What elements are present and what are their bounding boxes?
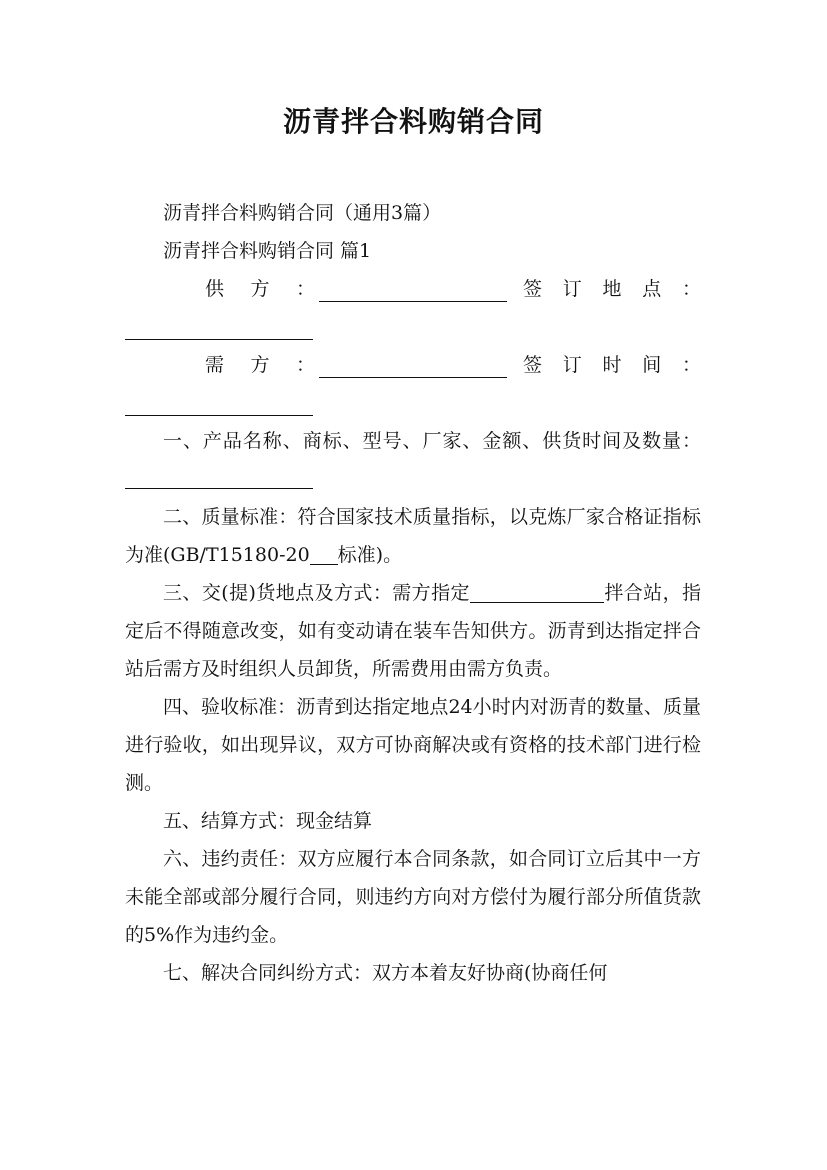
clause-1: 一、产品名称、商标、型号、厂家、金额、供货时间及数量：	[125, 422, 701, 498]
document-title: 沥青拌合料购销合同	[282, 105, 544, 138]
supplier-label: 供 方 ：	[205, 278, 315, 300]
sign-time-label: 签 订 时 间 ：	[523, 354, 701, 376]
sign-place-blank	[125, 315, 313, 340]
standard-year-blank	[310, 542, 338, 565]
clause-4: 四、验收标准：沥青到达指定地点24小时内对沥青的数量、质量进行验收，如出现异议，双方可协商解决或有资格的技术部门进行检测。	[125, 696, 701, 794]
subtitle: 沥青拌合料购销合同（通用3篇）	[163, 202, 442, 224]
clause-6: 六、违约责任：双方应履行本合同条款，如合同订立后其中一方未能全部或部分履行合同，则违约方向对方偿付为履行部分所值货款的5%作为违约金。	[125, 848, 701, 946]
buyer-blank	[319, 353, 507, 378]
mixing-station-blank	[470, 580, 604, 603]
clause-7: 七、解决合同纠纷方式：双方本着友好协商(协商任何	[163, 962, 608, 984]
sign-time-blank	[125, 391, 313, 416]
document-body	[125, 194, 701, 992]
quantity-blank	[125, 466, 313, 489]
part-heading: 沥青拌合料购销合同 篇1	[163, 240, 372, 262]
clause-5: 五、结算方式：现金结算	[163, 810, 373, 832]
supplier-line	[125, 270, 701, 308]
buyer-line	[125, 346, 701, 384]
supplier-blank	[319, 277, 507, 302]
buyer-label: 需 方 ：	[205, 354, 315, 376]
sign-place-label: 签 订 地 点 ：	[523, 278, 701, 300]
clause-2: 二、质量标准：符合国家技术质量指标，以克炼厂家合格证指标为准(GB/T15180-20 标准)。	[125, 506, 701, 566]
clause-3: 三、交(提)货地点及方式：需方指定 拌合站，指定后不得随意改变，如有变动请在装车告知供方。沥青到达指定拌合站后需方及时组织人员卸货，所需费用由需方负责。	[125, 582, 701, 680]
